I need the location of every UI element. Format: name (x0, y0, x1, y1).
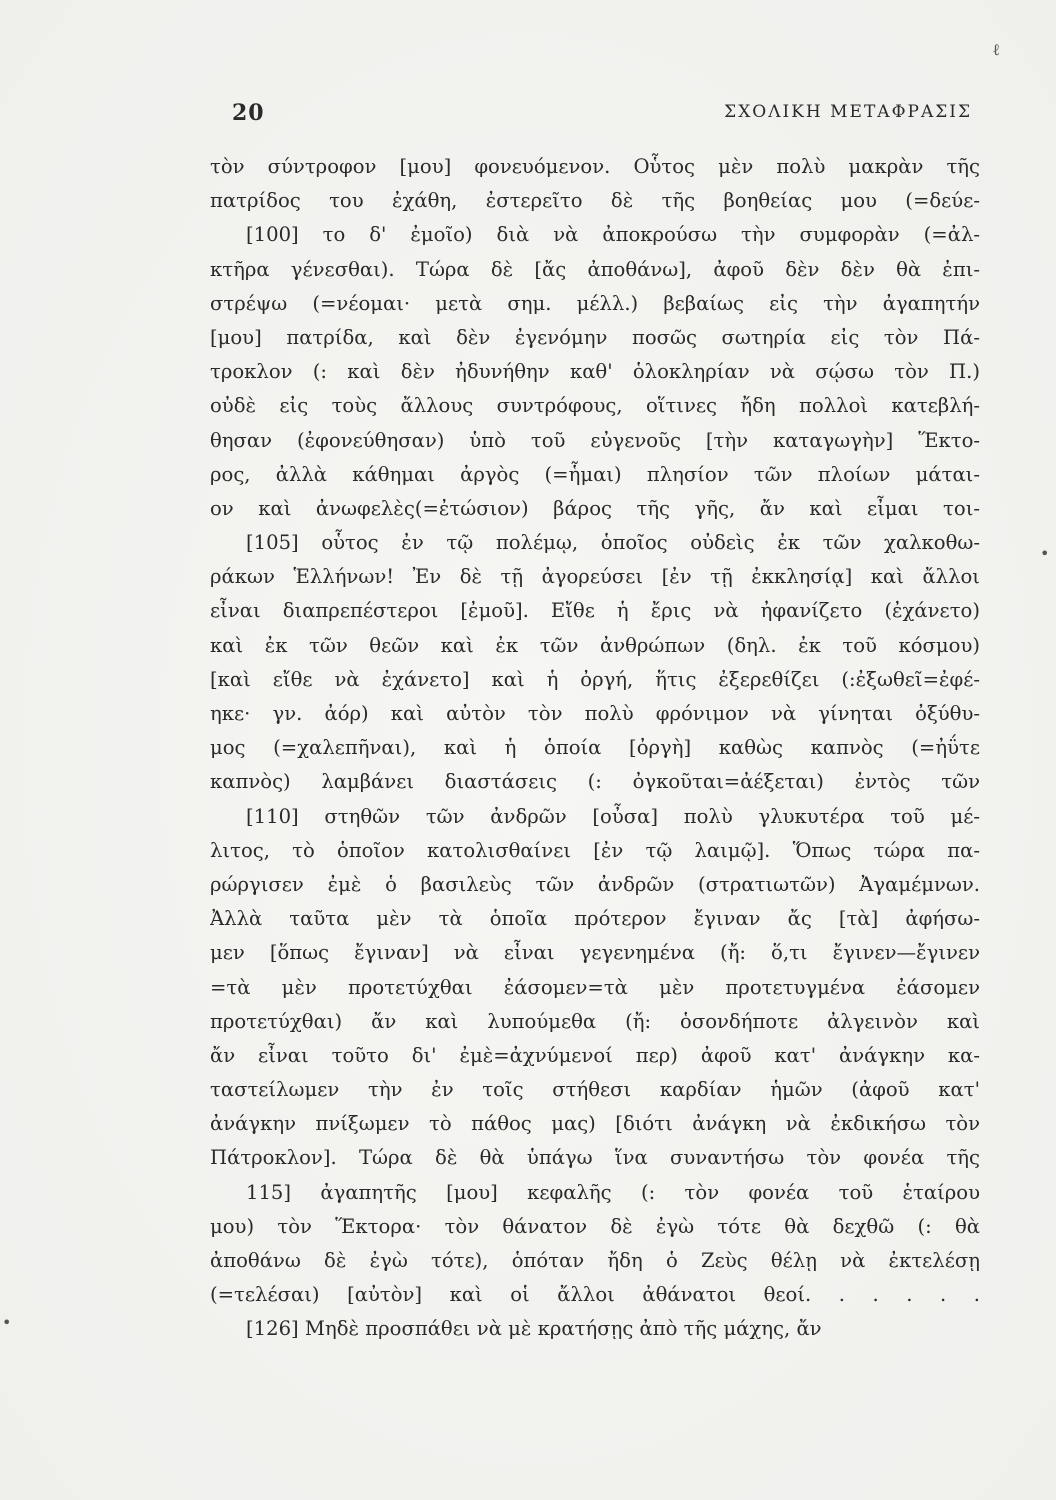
text-line: θησαν (ἐφονεύθησαν) ὑπὸ τοῦ εὐγενοῦς [τὴν καταγωγὴν] Ἕκτο- (210, 428, 980, 452)
page-number: 20 (232, 100, 265, 126)
text-line: ηκε· γν. ἀόρ) καὶ αὐτὸν τὸν πολὺ φρόνιμον νὰ γίνηται ὀξύθυ- (210, 702, 980, 725)
text-line: ἀποθάνω δὲ ἐγὼ τότε), ὁπόταν ἤδη ὁ Ζεὺς θέλῃ νὰ ἐκτελέσῃ (210, 1249, 980, 1272)
text-line: =τὰ μὲν προτετύχθαι ἐάσομεν=τὰ μὲν προτετυγμένα ἐάσομεν (210, 975, 980, 999)
right-margin-dot: • (1040, 544, 1050, 563)
text-line: τὸν σύντροφον [μου] φονευόμενον. Οὗτος μὲν πολὺ μακρὰν τῆς (210, 155, 980, 178)
text-line: ἄν εἶναι τοῦτο δι' ἐμὲ=ἀχνύμενοί περ) ἀφοῦ κατ' ἀνάγκην κα- (210, 1043, 980, 1067)
text-line: μου) τὸν Ἕκτορα· τὸν θάνατον δὲ ἐγὼ τότε θὰ δεχθῶ (: θὰ (210, 1214, 980, 1238)
text-line: ράκων Ἑλλήνων! Ἐν δὲ τῇ ἀγορεύσει [ἐν τῇ ἐκκλησίᾳ] καὶ ἄλλοι (210, 565, 980, 589)
text-line: ἀνάγκην πνίξωμεν τὸ πάθος μας) [διότι ἀνάγκη νὰ ἐκδικήσω τὸν (210, 1112, 980, 1136)
text-line: κτῆρα γένεσθαι). Τώρα δὲ [ἄς ἀποθάνω], ἀφοῦ δὲν δὲν θὰ ἐπι- (210, 257, 980, 281)
text-line: [110] στηθῶν τῶν ἀνδρῶν [οὖσα] πολὺ γλυκυτέρα τοῦ μέ- (246, 804, 980, 828)
text-line: μεν [ὅπως ἔγιναν] νὰ εἶναι γεγενημένα (ἤ: ὅ,τι ἔγινεν—ἔγινεν (210, 941, 980, 965)
text-line: Ἀλλὰ ταῦτα μὲν τὰ ὁποῖα πρότερον ἔγιναν ἄς [τὰ] ἀφήσω- (210, 907, 980, 931)
text-line: ον καὶ ἀνωφελὲς(=ἐτώσιον) βάρος τῆς γῆς, ἄν καὶ εἶμαι τοι- (210, 496, 980, 520)
text-line: [126] Μηδὲ προσπάθει νὰ μὲ κρατήσῃς ἀπὸ τῆς μάχης, ἄν (246, 1317, 822, 1341)
text-line: οὐδὲ εἰς τοὺς ἄλλους συντρόφους, οἵτινες ἤδη πολλοὶ κατεβλή- (210, 394, 980, 418)
text-line: [καὶ εἴθε νὰ ἐχάνετο] καὶ ἡ ὀργή, ἥτις ἐξερεθίζει (:ἐξωθεῖ=ἐφέ- (210, 667, 980, 691)
text-line: [100] το δ' ἐμοῖο) διὰ νὰ ἀποκρούσω τὴν συμφορὰν (=ἀλ- (246, 223, 980, 247)
text-line: Πάτροκλον]. Τώρα δὲ θὰ ὑπάγω ἵνα συναντήσω τὸν φονέα τῆς (210, 1146, 980, 1170)
text-line: μος (=χαλεπῆναι), καὶ ἡ ὁποία [ὀργὴ] καθὼς καπνὸς (=ἠΰτε (210, 736, 980, 760)
text-line: στρέψω (=νέομαι· μετὰ σημ. μέλλ.) βεβαίως εἰς τὴν ἀγαπητήν (210, 291, 980, 315)
text-line: λιτος, τὸ ὁποῖον κατολισθαίνει [ἐν τῷ λαιμῷ]. Ὅπως τώρα πα- (210, 838, 980, 862)
corner-ink-mark: ℓ (992, 40, 1000, 59)
text-line: πατρίδος του ἐχάθη, ἐστερεῖτο δὲ τῆς βοηθείας μου (=δεύε- (210, 189, 980, 213)
text-line: καπνὸς) λαμβάνει διαστάσεις (: ὀγκοῦται=ἀέξεται) ἐντὸς τῶν (210, 770, 980, 794)
page-header (232, 100, 972, 130)
body-text (210, 150, 980, 1347)
text-line: ταστείλωμεν τὴν ἐν τοῖς στήθεσι καρδίαν ἡμῶν (ἀφοῦ κατ' (210, 1078, 980, 1102)
running-title: ΣΧΟΛΙΚΗ ΜΕΤΑΦΡΑΣΙΣ (724, 102, 972, 122)
text-line: ρος, ἀλλὰ κάθημαι ἀργὸς (=ἧμαι) πλησίον τῶν πλοίων μάται- (210, 462, 980, 486)
text-line: προτετύχθαι) ἄν καὶ λυπούμεθα (ἤ: ὁσονδήποτε ἀλγεινὸν καὶ (210, 1009, 980, 1033)
text-line: 115] ἀγαπητῆς [μου] κεφαλῆς (: τὸν φονέα τοῦ ἑταίρου (246, 1180, 980, 1204)
text-line: [μου] πατρίδα, καὶ δὲν ἐγενόμην ποσῶς σωτηρία εἰς τὸν Πά- (210, 325, 980, 349)
text-line: τροκλον (: καὶ δὲν ἠδυνήθην καθ' ὁλοκληρίαν νὰ σῴσω τὸν Π.) (210, 360, 980, 384)
text-line: [105] οὗτος ἐν τῷ πολέμῳ, ὁποῖος οὐδεὶς ἐκ τῶν χαλκοθω- (246, 531, 980, 555)
text-line: ρώργισεν ἐμὲ ὁ βασιλεὺς τῶν ἀνδρῶν (στρατιωτῶν) Ἀγαμέμνων. (210, 872, 980, 896)
left-margin-dot: • (2, 1313, 12, 1332)
text-line: εἶναι διαπρεπέστεροι [ἐμοῦ]. Εἴθε ἡ ἔρις νὰ ἠφανίζετο (ἐχάνετο) (210, 599, 980, 623)
text-line: (=τελέσαι) [αὐτὸν] καὶ οἱ ἄλλοι ἀθάνατοι θεοί. . . . . . (210, 1283, 980, 1307)
text-line: καὶ ἐκ τῶν θεῶν καὶ ἐκ τῶν ἀνθρώπων (δηλ. ἐκ τοῦ κόσμου) (210, 633, 980, 657)
